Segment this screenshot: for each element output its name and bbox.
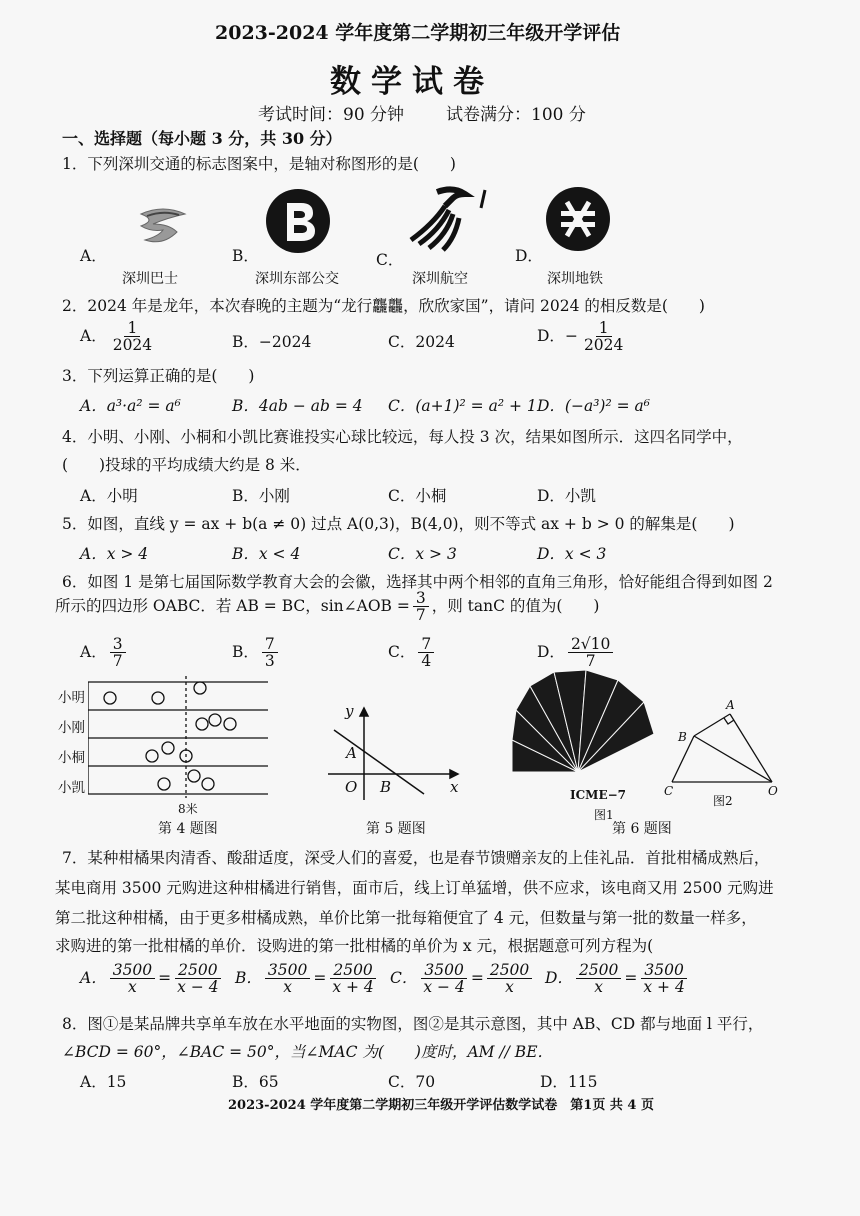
fig4-row-label-1: 小明 bbox=[58, 690, 85, 706]
q2-a-denominator: 2024 bbox=[112, 336, 153, 355]
fig4-caption: 第 4 题图 bbox=[158, 821, 218, 837]
q8-option-a: A．15 bbox=[80, 1073, 127, 1091]
fig5-x-label: x bbox=[450, 778, 459, 796]
question-6-stem-line1: 6．如图 1 是第七届国际数学教育大会的会徽，选择其中两个相邻的直角三角形，恰好能组合得到如图 2 bbox=[62, 573, 773, 591]
q6-d-denominator: 7 bbox=[585, 652, 596, 671]
q7-option-b: B． $\frac{3500}{x}$ = $\frac{2500}{x + 4}$ bbox=[235, 962, 380, 996]
fig6-figure2-label: 图2 bbox=[713, 794, 733, 808]
fig6-quadrilateral-diagram bbox=[668, 704, 780, 788]
q1-option-d-caption: 深圳地铁 bbox=[547, 271, 603, 287]
fig6-point-b: B bbox=[678, 730, 687, 744]
q6-stem-part-a: 所示的四边形 OABC．若 AB = BC，sin∠AOB = bbox=[55, 596, 410, 615]
q7-a-left-numerator: 3500 bbox=[110, 962, 155, 979]
q4-option-d: D．小凯 bbox=[537, 487, 596, 505]
q3-option-c: C．(a+1)² = a² + 1 bbox=[388, 397, 537, 415]
q6-a-numerator: 3 bbox=[110, 636, 126, 653]
q7-c-right-numerator: 2500 bbox=[487, 962, 532, 979]
q7-a-letter: A． bbox=[80, 968, 107, 987]
exam-score: 试卷满分：100 分 bbox=[446, 105, 586, 125]
question-7-line2: 某电商用 3500 元购进这种柑橘进行销售，面市后，线上订单猛增，供不应求，该电商又用 2500 元购进 bbox=[55, 879, 774, 897]
question-7-line1: 7．某种柑橘果肉清香、酸甜适度，深受人们的喜爱，也是春节馈赠亲友的上佳礼品．首批柑橘成熟后， bbox=[62, 849, 770, 867]
q6-option-b bbox=[232, 636, 281, 670]
q5-option-b: B．x < 4 bbox=[232, 545, 301, 563]
q3-option-a: A．a³·a² = a⁶ bbox=[80, 397, 181, 415]
question-3-stem: 3．下列运算正确的是( ) bbox=[62, 367, 255, 385]
q7-option-a: A． $\frac{3500}{x}$ = $\frac{2500}{x - 4}$ bbox=[80, 962, 225, 996]
section-heading: 一、选择题（每小题 3 分，共 30 分） bbox=[62, 129, 342, 148]
east-bus-logo-icon bbox=[263, 186, 333, 256]
bus-logo-icon bbox=[133, 202, 193, 250]
fig6-emblem-label: ICME−7 bbox=[570, 788, 626, 802]
q3-option-d: D．(−a³)² = a⁶ bbox=[537, 397, 650, 415]
q5-option-d: D．x < 3 bbox=[537, 545, 607, 563]
question-6-stem-line2 bbox=[55, 590, 599, 624]
fig5-point-a: A bbox=[346, 744, 357, 762]
q6-d-numerator: 2√10 bbox=[568, 636, 613, 653]
q6-b-denominator: 3 bbox=[264, 652, 275, 671]
q7-option-d: D． $\frac{2500}{x}$ = $\frac{3500}{x + 4}$ bbox=[545, 962, 691, 996]
fig5-diagram bbox=[318, 700, 468, 810]
fig4-row-label-4: 小凯 bbox=[58, 780, 85, 796]
fig6-caption: 第 6 题图 bbox=[612, 821, 672, 837]
q5-option-a: A．x > 4 bbox=[80, 545, 149, 563]
q6-c-numerator: 7 bbox=[418, 636, 434, 653]
q2-option-d-letter: D． bbox=[537, 326, 565, 345]
question-1-stem: 1．下列深圳交通的标志图案中，是轴对称图形的是( ) bbox=[62, 155, 456, 173]
q7-b-right-numerator: 2500 bbox=[330, 962, 375, 979]
fig4-axis-label: 8米 bbox=[178, 802, 198, 816]
q2-option-a bbox=[80, 320, 158, 354]
q6-b-numerator: 7 bbox=[262, 636, 278, 653]
q7-b-letter: B． bbox=[235, 968, 262, 987]
q2-option-b: B．−2024 bbox=[232, 333, 312, 351]
q1-option-d-letter: D． bbox=[515, 247, 543, 265]
q7-b-left-denominator: x bbox=[283, 978, 292, 997]
fig4-row-label-3: 小桐 bbox=[58, 750, 85, 766]
q7-d-left-numerator: 2500 bbox=[576, 962, 621, 979]
q7-a-right-numerator: 2500 bbox=[175, 962, 220, 979]
q2-option-d bbox=[537, 320, 629, 354]
q7-d-right-denominator: x + 4 bbox=[643, 978, 685, 997]
question-8-line2: ∠BCD = 60°，∠BAC = 50°，当∠MAC 为( )度时，AM // BE． bbox=[62, 1043, 554, 1061]
q2-d-sign: − bbox=[564, 326, 578, 345]
metro-logo-icon bbox=[543, 184, 613, 254]
question-7-line3: 第二批这种柑橘，由于更多柑橘成熟，单价比第一批每箱便宜了 4 元，但数量与第一批的数量一样多， bbox=[55, 909, 757, 927]
question-2-stem: 2．2024 年是龙年，本次春晚的主题为“龙行龘龘，欣欣家国”，请问 2024 的相反数是( ) bbox=[62, 297, 705, 315]
q8-option-c: C．70 bbox=[388, 1073, 436, 1091]
q6-option-c-letter: C． bbox=[388, 642, 416, 661]
q6-sin-numerator: 3 bbox=[413, 590, 429, 607]
q7-d-right-numerator: 3500 bbox=[641, 962, 686, 979]
q8-option-b: B．65 bbox=[232, 1073, 279, 1091]
q4-option-a: A．小明 bbox=[80, 487, 138, 505]
fig6-emblem-diagram bbox=[508, 668, 658, 774]
q7-b-right-denominator: x + 4 bbox=[332, 978, 374, 997]
question-7-line4: 求购进的第一批柑橘的单价．设购进的第一批柑橘的单价为 x 元，根据题意可列方程为( bbox=[55, 937, 654, 955]
page-footer: 2023-2024 学年度第二学期初三年级开学评估数学试卷 第1页 共 4 页 bbox=[228, 1098, 654, 1113]
q6-option-c bbox=[388, 636, 437, 670]
question-4-stem-line2: ( )投球的平均成绩大约是 8 米． bbox=[62, 456, 311, 474]
q7-c-letter: C． bbox=[390, 968, 418, 987]
fig5-y-label: y bbox=[345, 702, 354, 720]
subject-title: 数学试卷 bbox=[330, 64, 494, 100]
q3-option-b: B．4ab − ab = 4 bbox=[232, 397, 363, 415]
fig5-caption: 第 5 题图 bbox=[366, 821, 426, 837]
q6-option-d bbox=[537, 636, 616, 670]
exam-time: 考试时间：90 分钟 bbox=[258, 105, 405, 125]
exam-title: 2023-2024 学年度第二学期初三年级开学评估 bbox=[215, 22, 621, 44]
q7-option-c: C． $\frac{3500}{x - 4}$ = $\frac{2500}{x}$ bbox=[390, 962, 535, 996]
q7-a-right-denominator: x − 4 bbox=[177, 978, 219, 997]
q6-option-d-letter: D． bbox=[537, 642, 565, 661]
q6-option-a bbox=[80, 636, 129, 670]
q4-option-c: C．小桐 bbox=[388, 487, 447, 505]
q6-option-b-letter: B． bbox=[232, 642, 259, 661]
q2-option-a-letter: A． bbox=[80, 326, 107, 345]
q1-option-b-caption: 深圳东部公交 bbox=[255, 271, 339, 287]
fig4-diagram bbox=[88, 676, 272, 800]
q1-option-b-letter: B． bbox=[232, 247, 259, 265]
question-8-line1: 8．图①是某品牌共享单车放在水平地面的实物图，图②是其示意图，其中 AB、CD 都与地面 l 平行， bbox=[62, 1015, 764, 1033]
fig5-origin: O bbox=[345, 778, 358, 796]
q5-option-c: C．x > 3 bbox=[388, 545, 457, 563]
question-5-stem: 5．如图，直线 y = ax + b(a ≠ 0) 过点 A(0,3)，B(4,0)，则不等式 ax + b > 0 的解集是( ) bbox=[62, 515, 735, 533]
q1-option-c-letter: C． bbox=[376, 251, 404, 269]
q6-a-denominator: 7 bbox=[112, 652, 123, 671]
q2-d-numerator: 1 bbox=[596, 320, 612, 337]
q1-option-c-caption: 深圳航空 bbox=[412, 271, 468, 287]
q6-sin-denominator: 7 bbox=[415, 606, 426, 625]
q6-c-denominator: 4 bbox=[421, 652, 432, 671]
q7-b-left-numerator: 3500 bbox=[265, 962, 310, 979]
q7-d-left-denominator: x bbox=[594, 978, 604, 997]
q4-option-b: B．小刚 bbox=[232, 487, 290, 505]
q6-option-a-letter: A． bbox=[80, 642, 107, 661]
q7-c-left-numerator: 3500 bbox=[421, 962, 466, 979]
fig6-point-o: O bbox=[768, 784, 778, 798]
q2-a-numerator: 1 bbox=[124, 320, 140, 337]
q1-option-a-caption: 深圳巴士 bbox=[122, 271, 178, 287]
q2-option-c: C．2024 bbox=[388, 333, 455, 351]
q7-d-letter: D． bbox=[545, 968, 573, 987]
airline-logo-icon bbox=[405, 184, 495, 256]
question-4-stem-line1: 4．小明、小刚、小桐和小凯比赛谁投实心球比较远，每人投 3 次，结果如图所示．这四名同学中， bbox=[62, 428, 743, 446]
fig6-point-a: A bbox=[726, 698, 735, 712]
q2-d-denominator: 2024 bbox=[583, 336, 624, 355]
q7-c-left-denominator: x − 4 bbox=[423, 978, 465, 997]
fig5-point-b: B bbox=[380, 778, 392, 796]
q7-c-right-denominator: x bbox=[505, 978, 514, 997]
q1-option-a-letter: A． bbox=[80, 247, 107, 265]
q7-a-left-denominator: x bbox=[128, 978, 137, 997]
fig6-figure1-label: 图1 bbox=[594, 808, 614, 822]
q8-option-d: D．115 bbox=[540, 1073, 598, 1091]
fig6-point-c: C bbox=[664, 784, 674, 798]
fig4-row-label-2: 小刚 bbox=[58, 720, 85, 736]
q6-stem-part-b: ，则 tanC 的值为( ) bbox=[431, 596, 600, 615]
